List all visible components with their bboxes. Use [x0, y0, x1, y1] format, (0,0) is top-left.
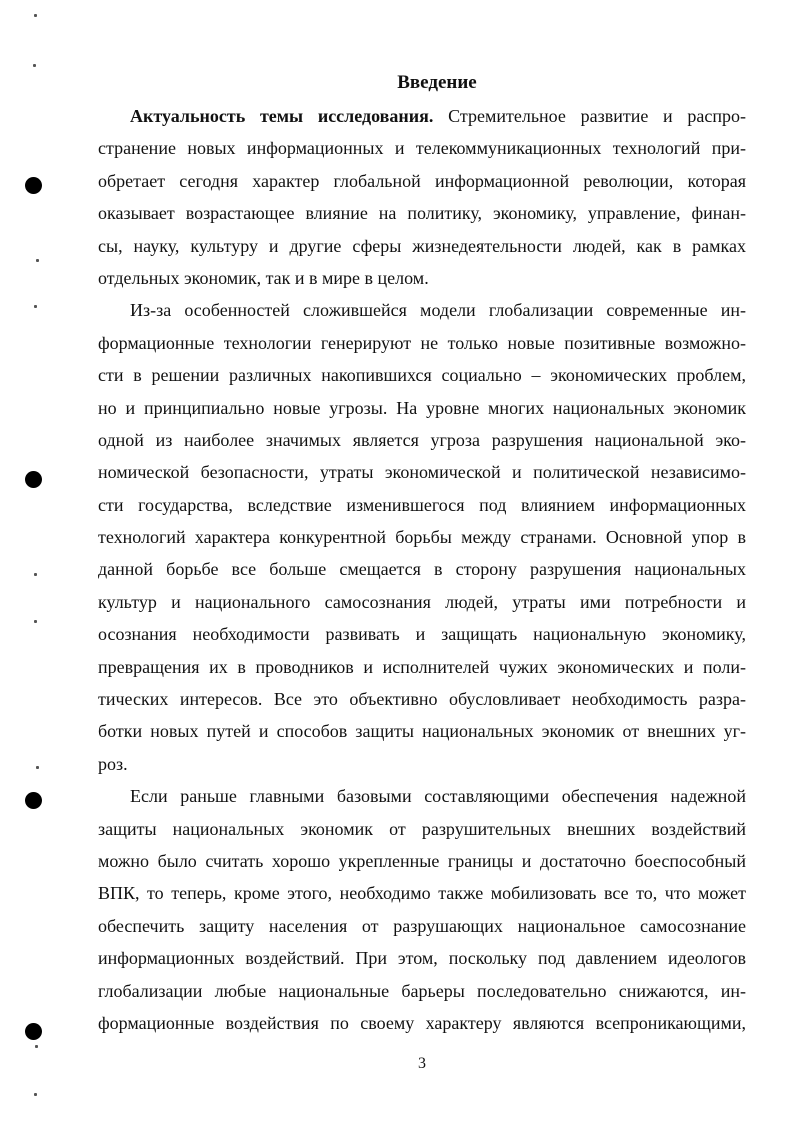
text-line: ВПК, то теперь, кроме этого, необходимо также мобилизовать все то, что может: [98, 883, 746, 904]
punch-hole: [25, 792, 42, 809]
text-line: Если раньше главными базовыми составляющими обеспечения надежной: [130, 786, 746, 807]
scan-speck: [35, 1045, 38, 1048]
text-line: обеспечить защиту населения от разрушающих национальное самосознание: [98, 915, 746, 936]
scan-speck: [34, 573, 37, 576]
text-line: странение новых информационных и телекоммуникационных технологий при-: [98, 138, 746, 159]
text-line: отдельных экономик, так и в мире в целом.: [98, 267, 429, 288]
text-line: но и принципиально новые угрозы. На уровне многих национальных экономик: [98, 397, 746, 418]
scan-speck: [34, 305, 37, 308]
text-line: сти государства, вследствие изменившегося под влиянием информационных: [98, 494, 746, 515]
text-line: ботки новых путей и способов защиты национальных экономик от внешних уг-: [98, 721, 746, 742]
scan-speck: [33, 64, 36, 67]
scan-speck: [36, 259, 39, 262]
text-line: обретает сегодня характер глобальной информационной революции, которая: [98, 170, 746, 191]
text-line: осознания необходимости развивать и защищать национальную экономику,: [98, 624, 746, 645]
text-line: можно было считать хорошо укрепленные границы и достаточно боеспособный: [98, 850, 746, 871]
scan-speck: [34, 620, 37, 623]
text-line: формационные воздействия по своему характеру являются всепроникающими,: [98, 1012, 746, 1033]
punch-hole: [25, 1023, 42, 1040]
text-line: Из-за особенностей сложившейся модели глобализации современные ин-: [130, 300, 746, 321]
scan-speck: [34, 14, 37, 17]
text-line: номической безопасности, утраты экономической и политической независимо-: [98, 462, 746, 483]
text-line: сы, науку, культуру и другие сферы жизнедеятельности людей, как в рамках: [98, 235, 746, 256]
text-line: формационные технологии генерируют не только новые позитивные возможно-: [98, 332, 746, 353]
page-number: 3: [418, 1055, 426, 1072]
text-line: технологий характера конкурентной борьбы между странами. Основной упор в: [98, 527, 746, 548]
text-fragment: Стремительное развитие и распро-: [433, 106, 747, 126]
text-line: культур и национального самосознания людей, утраты ими потребности и: [98, 591, 746, 612]
text-line: оказывает возрастающее влияние на политику, экономику, управление, финан-: [98, 203, 746, 224]
lead-phrase: Актуальность темы исследования.: [130, 106, 434, 126]
text-line: одной из наиболее значимых является угроза разрушения национальной эко-: [98, 429, 746, 450]
scan-speck: [36, 766, 39, 769]
punch-hole: [25, 177, 42, 194]
text-line: сти в решении различных накопившихся социально – экономических проблем,: [98, 365, 746, 386]
page-title: Введение: [397, 72, 477, 93]
punch-hole: [25, 471, 42, 488]
scan-speck: [34, 1093, 37, 1096]
text-line: тических интересов. Все это объективно обусловливает необходимость разра-: [98, 689, 746, 710]
text-line: защиты национальных экономик от разрушительных внешних воздействий: [98, 818, 746, 839]
text-line: информационных воздействий. При этом, поскольку под давлением идеологов: [98, 948, 746, 969]
text-line: данной борьбе все больше смещается в сторону разрушения национальных: [98, 559, 746, 580]
text-line: превращения их в проводников и исполнителей чужих экономических и поли-: [98, 656, 746, 677]
text-line: [98, 100, 746, 132]
text-line: глобализации любые национальные барьеры последовательно снижаются, ин-: [98, 980, 746, 1001]
body-text: [98, 100, 746, 1039]
text-line: роз.: [98, 753, 128, 774]
